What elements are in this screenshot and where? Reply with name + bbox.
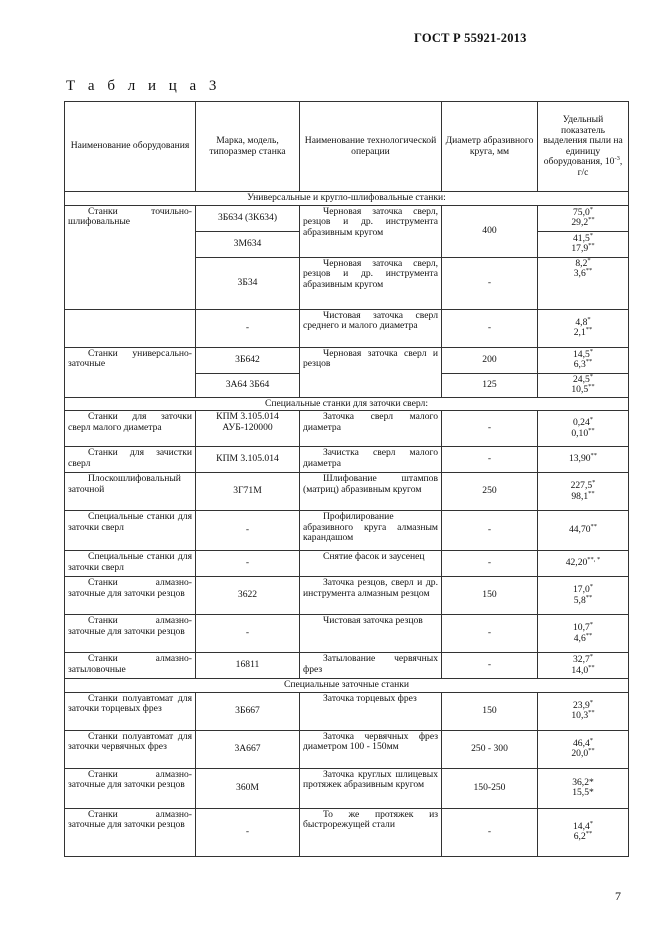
operation-cell: То же протяжек из быстрорежущей стали: [300, 808, 442, 856]
diameter-cell: 200: [442, 347, 538, 373]
model-cell: 3Б634 (3К634): [196, 205, 300, 231]
operation-cell: Чистовая заточка сверл среднего и малого диаметра: [300, 309, 442, 347]
operation-cell: Заточка круглых шлицевых протяжек абразивным кругом: [300, 768, 442, 808]
model-cell: 360М: [196, 768, 300, 808]
diameter-cell: -: [442, 257, 538, 309]
table-row: [65, 551, 629, 577]
model-cell: 3М634: [196, 231, 300, 257]
operation-cell: Снятие фасок и заусенец: [300, 551, 442, 577]
dust-cell: 23,9* 10,3**: [538, 692, 629, 730]
model-cell: -: [196, 615, 300, 653]
model-cell: 3А667: [196, 730, 300, 768]
table-row: [65, 577, 629, 615]
diameter-cell: -: [442, 615, 538, 653]
equipment-cell: Станки алмазно-заточные для заточки резцов: [65, 615, 196, 653]
equipment-cell: Станки полуавтомат для заточки торцевых фрез: [65, 692, 196, 730]
equipment-cell: Плоскошлифовальный заточной: [65, 473, 196, 511]
data-table: [64, 101, 629, 857]
dust-cell: 227,5* 98,1**: [538, 473, 629, 511]
table-row: [65, 309, 629, 347]
equipment-cell: Станки алмазно-заточные для заточки резцов: [65, 577, 196, 615]
diameter-cell: 150-250: [442, 768, 538, 808]
operation-cell: Черновая заточка сверл и резцов: [300, 347, 442, 397]
model-cell: 3Б34: [196, 257, 300, 309]
dust-cell: 24,5* 10,5**: [538, 373, 629, 397]
col-header-equipment: Наименование оборудования: [65, 102, 196, 192]
equipment-cell: Специальные станки для заточки сверл: [65, 551, 196, 577]
dust-cell: 0,24* 0,10**: [538, 411, 629, 447]
operation-cell: Черновая заточка сверл, резцов и др. инструмента абразивным кругом: [300, 205, 442, 257]
diameter-cell: -: [442, 653, 538, 679]
diameter-cell: 250 - 300: [442, 730, 538, 768]
diameter-cell: 250: [442, 473, 538, 511]
operation-cell: Заточка червячных фрез диаметром 100 - 150мм: [300, 730, 442, 768]
dust-cell: 4,8* 2,1**: [538, 309, 629, 347]
operation-cell: Чистовая заточка резцов: [300, 615, 442, 653]
table-caption: Т а б л и ц а 3: [66, 78, 221, 94]
table-row: [65, 205, 629, 231]
equipment-cell: Станки точильно-шлифовальные: [65, 205, 196, 309]
equipment-cell: Станки для заточки сверл малого диаметра: [65, 411, 196, 447]
model-cell: -: [196, 309, 300, 347]
table-row: [65, 768, 629, 808]
document-header: ГОСТ Р 55921-2013: [414, 31, 527, 45]
dust-cell: 42,20**, *: [538, 551, 629, 577]
model-cell: -: [196, 808, 300, 856]
table-row: [65, 411, 629, 447]
section-row: Универсальные и кругло-шлифовальные станки:: [65, 192, 629, 206]
equipment-cell: Станки для зачистки сверл: [65, 447, 196, 473]
equipment-cell: Станки полуавтомат для заточки червячных фрез: [65, 730, 196, 768]
equipment-cell: Станки алмазно-заточные для заточки резцов: [65, 808, 196, 856]
table-row: [65, 730, 629, 768]
table-row: [65, 808, 629, 856]
table-header-row: [65, 102, 629, 192]
dust-cell: 8,2* 3,6**: [538, 257, 629, 309]
table-row: [65, 653, 629, 679]
model-cell: 3Б667: [196, 692, 300, 730]
diameter-cell: 125: [442, 373, 538, 397]
model-cell: -: [196, 511, 300, 551]
operation-cell: Заточка сверл малого диаметра: [300, 411, 442, 447]
page-number: 7: [615, 889, 621, 903]
dust-cell: 41,5* 17,9**: [538, 231, 629, 257]
operation-cell: Черновая заточка сверл, резцов и др. инструмента абразивным кругом: [300, 257, 442, 309]
equipment-cell: Станки алмазно-затыловочные: [65, 653, 196, 679]
operation-cell: Заточка резцов, сверл и др. инструмента алмазным резцом: [300, 577, 442, 615]
diameter-cell: 150: [442, 692, 538, 730]
table-row: [65, 692, 629, 730]
section-row: Специальные заточные станки: [65, 679, 629, 693]
dust-cell: 46,4* 20,0**: [538, 730, 629, 768]
dust-cell: 17,0* 5,8**: [538, 577, 629, 615]
model-cell: 3А64 3Б64: [196, 373, 300, 397]
dust-cell: 14,5* 6,3**: [538, 347, 629, 373]
dust-cell: 36,2* 15,5*: [538, 768, 629, 808]
operation-cell: Шлифование штампов (матриц) абразивным кругом: [300, 473, 442, 511]
equipment-cell: Станки алмазно-заточные для заточки резцов: [65, 768, 196, 808]
diameter-cell: 150: [442, 577, 538, 615]
diameter-cell: 400: [442, 205, 538, 257]
diameter-cell: -: [442, 447, 538, 473]
table-row: [65, 347, 629, 373]
model-cell: 3622: [196, 577, 300, 615]
model-cell: 3Б642: [196, 347, 300, 373]
model-cell: 3Г71М: [196, 473, 300, 511]
model-cell: -: [196, 551, 300, 577]
dust-cell: 44,70**: [538, 511, 629, 551]
model-cell: КПМ 3.105.014 АУБ-120000: [196, 411, 300, 447]
table-row: [65, 615, 629, 653]
col-header-model: Марка, модель, типоразмер станка: [196, 102, 300, 192]
diameter-cell: -: [442, 511, 538, 551]
operation-cell: Профилирование абразивного круга алмазным карандашом: [300, 511, 442, 551]
operation-cell: Зачистка сверл малого диаметра: [300, 447, 442, 473]
diameter-cell: -: [442, 551, 538, 577]
table-row: [65, 511, 629, 551]
section-row: Специальные станки для заточки сверл:: [65, 397, 629, 411]
dust-cell: 13,90**: [538, 447, 629, 473]
model-cell: КПМ 3.105.014: [196, 447, 300, 473]
table-row: [65, 473, 629, 511]
dust-cell: 10,7* 4,6**: [538, 615, 629, 653]
dust-cell: 32,7* 14,0**: [538, 653, 629, 679]
diameter-cell: -: [442, 808, 538, 856]
col-header-diameter: Диаметр абразивного круга, мм: [442, 102, 538, 192]
dust-cell: 75,0* 29,2**: [538, 205, 629, 231]
col-header-dust: Удельный показатель выделения пыли на единицу оборудования, $10^{-3}$, г/с: [538, 102, 629, 192]
model-cell: 16811: [196, 653, 300, 679]
operation-cell: Заточка торцевых фрез: [300, 692, 442, 730]
equipment-cell: Специальные станки для заточки сверл: [65, 511, 196, 551]
equipment-cell: Станки универсально-заточные: [65, 347, 196, 397]
dust-cell: 14,4* 6,2**: [538, 808, 629, 856]
col-header-operation: Наименование технологической операции: [300, 102, 442, 192]
diameter-cell: -: [442, 309, 538, 347]
table-row: [65, 447, 629, 473]
operation-cell: Затылование червячных фрез: [300, 653, 442, 679]
diameter-cell: -: [442, 411, 538, 447]
